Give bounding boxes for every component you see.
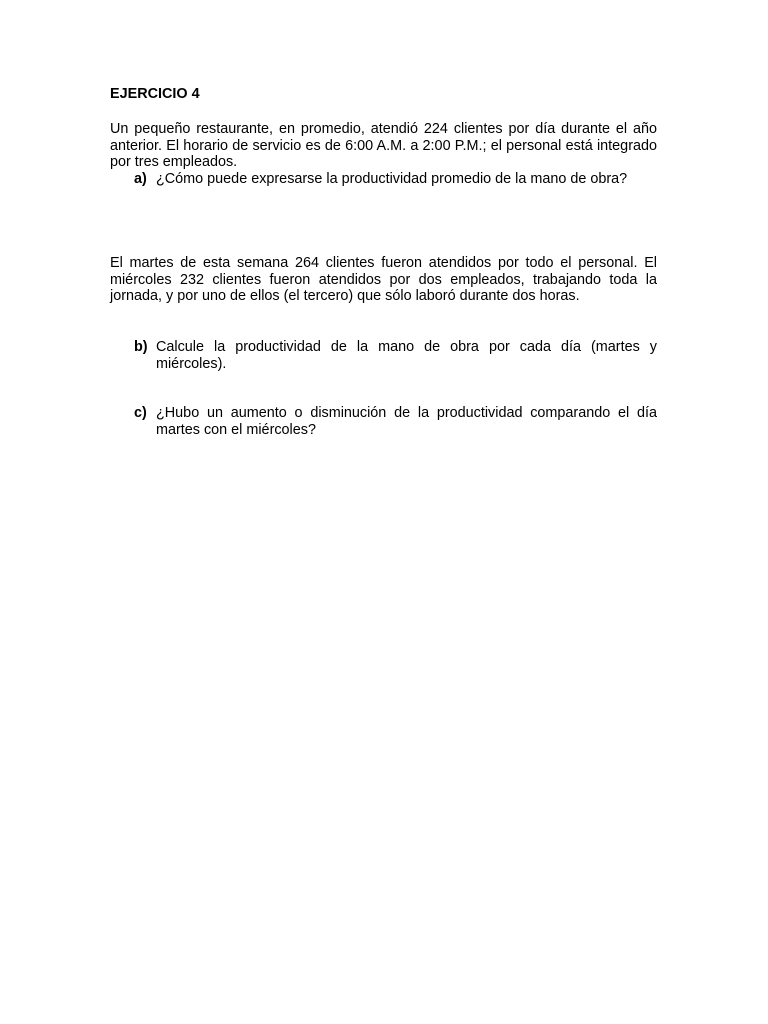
exercise-title: EJERCICIO 4 [110,86,200,102]
question-a [110,171,657,188]
problem-statement: Un pequeño restaurante, en promedio, atendió 224 clientes por día durante el año anterior. El horario de servicio es de 6:00 A.M. a 2:00 P.M.; el personal está integrado por tres empleados. [110,121,657,170]
question-a-letter: a) [134,171,147,187]
question-c-letter: c) [134,405,147,421]
question-b-letter: b) [134,339,148,355]
question-a-text: ¿Cómo puede expresarse la productividad promedio de la mano de obra? [156,171,628,187]
question-c-text: ¿Hubo un aumento o disminución de la productividad comparando el día martes con el miércoles? [156,405,657,438]
question-c [110,405,657,438]
additional-data: El martes de esta semana 264 clientes fueron atendidos por todo el personal. El miércoles 232 clientes fueron atendidos por dos empleados, trabajando toda la jornada, y por uno de ellos (el tercero) que sólo laboró durante dos horas. [110,255,657,304]
question-b-text: Calcule la productividad de la mano de obra por cada día (martes y miércoles). [156,339,657,372]
question-b [110,339,657,372]
